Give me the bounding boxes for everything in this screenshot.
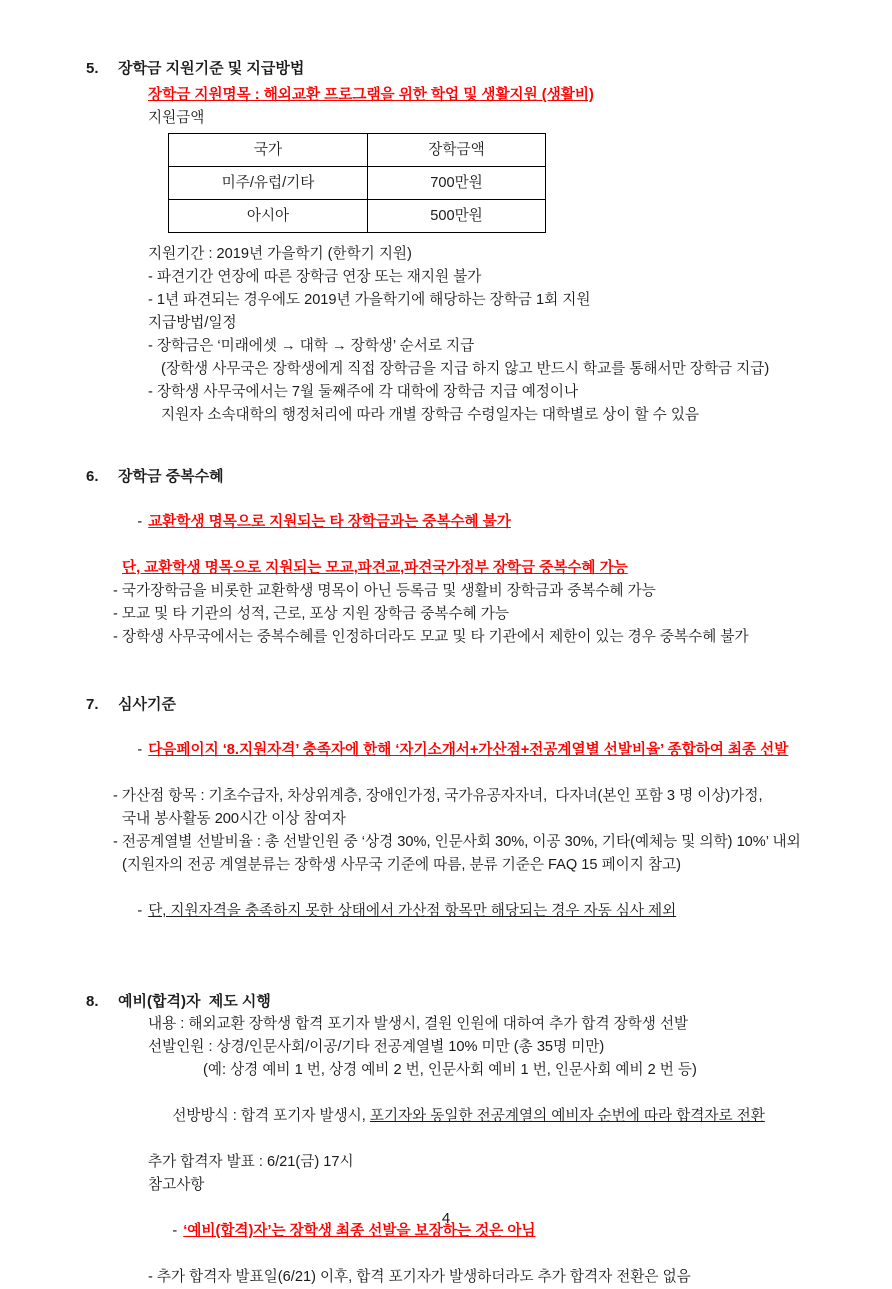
table-row — [169, 167, 546, 200]
table-cell-amount: 700만원 — [368, 167, 546, 200]
red-highlight-text: 다음페이지 ‘8.지원자격’ 충족자에 한해 ‘자기소개서+가산점+전공계열별 선발비율’ 종합하여 최종 선발 — [148, 742, 789, 758]
doc-line — [113, 716, 862, 785]
bullet-dash: - — [172, 1223, 178, 1239]
section-8 — [86, 990, 862, 1289]
support-amount-label: 지원금액 — [148, 110, 205, 126]
underlined-text: 단, 지원자격을 충족하지 못한 상태에서 가산점 항목만 해당되는 경우 자동 심사 제외 — [148, 903, 677, 919]
red-highlight-text: 교환학생 명목으로 지원되는 타 장학금과는 중복수혜 불가 — [148, 514, 511, 530]
selection-method-prefix: 선방방식 : 합격 포기자 발생시, — [172, 1108, 370, 1124]
section-5-heading — [86, 57, 862, 80]
doc-line: 참고사항 — [148, 1177, 205, 1193]
bullet-dash: - — [137, 903, 143, 919]
doc-line: - 가산점 항목 : 기초수급자, 차상위계층, 장애인가정, 국가유공자자녀, 다자녀(본인 포함 3 명 이상)가정, — [113, 788, 763, 804]
doc-line: 국내 봉사활동 200시간 이상 참여자 — [122, 811, 346, 827]
section-7-heading — [86, 693, 862, 716]
table-cell-region: 미주/유럽/기타 — [169, 167, 368, 200]
doc-line: (지원자의 전공 계열분류는 장학생 사무국 기준에 따름, 분류 기준은 FAQ 15 페이지 참고) — [122, 857, 681, 873]
table-header-row — [169, 134, 546, 167]
section-7 — [86, 693, 862, 946]
doc-line: 지원자 소속대학의 행정처리에 따라 개별 장학금 수령일자는 대학별로 상이 할 수 있음 — [161, 407, 700, 423]
section-5-title: 장학금 지원기준 및 지급방법 — [118, 60, 305, 77]
doc-line: - 1년 파견되는 경우에도 2019년 가을학기에 해당하는 장학금 1회 지원 — [148, 292, 591, 308]
page-number: 4 — [441, 1210, 451, 1227]
table-header-amount: 장학금액 — [368, 134, 546, 167]
doc-line: - 장학생 사무국에서는 7월 둘째주에 각 대학에 장학금 지급 예정이나 — [148, 384, 579, 400]
doc-line — [113, 877, 862, 946]
section-7-number: 7. — [86, 696, 99, 713]
doc-line — [113, 488, 862, 557]
doc-line: - 모교 및 타 기관의 성적, 근로, 포상 지원 장학금 중복수혜 가능 — [113, 606, 509, 622]
doc-line: 추가 합격자 발표 : 6/21(금) 17시 — [148, 1154, 354, 1170]
doc-line: - 파견기간 연장에 따른 장학금 연장 또는 재지원 불가 — [148, 269, 482, 285]
doc-line: (장학생 사무국은 장학생에게 직접 장학금을 지급 하지 않고 반드시 학교를 통해서만 장학금 지급) — [161, 361, 770, 377]
doc-line: - 전공계열별 선발비율 : 총 선발인원 중 ‘상경 30%, 인문사회 30%, 이공 30%, 기타(예체능 및 의학) 10%’ 내외 — [113, 834, 801, 850]
section-6-heading — [86, 465, 862, 488]
section-6 — [86, 465, 862, 649]
doc-line: 내용 : 해외교환 장학생 합격 포기자 발생시, 결원 인원에 대하여 추가 합격 장학생 선발 — [148, 1016, 689, 1032]
table-row — [169, 200, 546, 233]
payment-method-label: 지급방법/일정 — [148, 315, 237, 331]
doc-line: - 장학금은 ‘미래에셋 → 대학 → 장학생’ 순서로 지급 — [148, 338, 475, 354]
underlined-text: 포기자와 동일한 전공계열의 예비자 순번에 따라 합격자로 전환 — [369, 1108, 765, 1124]
table-cell-region: 아시아 — [169, 200, 368, 233]
doc-line: - 장학생 사무국에서는 중복수혜를 인정하더라도 모교 및 타 기관에서 제한이 있는 경우 중복수혜 불가 — [113, 629, 749, 645]
support-period-line: 지원기간 : 2019년 가을학기 (한학기 지원) — [148, 246, 412, 262]
doc-line: (예: 상경 예비 1 번, 상경 예비 2 번, 인문사회 예비 1 번, 인문사회 예비 2 번 등) — [203, 1062, 697, 1078]
doc-line: - 추가 합격자 발표일(6/21) 이후, 합격 포기자가 발생하더라도 추가 합격자 전환은 없음 — [148, 1269, 691, 1285]
red-highlight-text: 단, 교환학생 명목으로 지원되는 모교,파견교,파견국가정부 장학금 중복수혜 가능 — [122, 560, 628, 576]
section-8-number: 8. — [86, 993, 99, 1010]
section-8-title: 예비(합격)자 제도 시행 — [118, 993, 271, 1010]
table-cell-amount: 500만원 — [368, 200, 546, 233]
bullet-dash: - — [137, 742, 143, 758]
red-highlight-text: ‘예비(합격)자’는 장학생 최종 선발을 보장하는 것은 아님 — [183, 1223, 536, 1239]
table-header-country: 국가 — [169, 134, 368, 167]
doc-line: - 국가장학금을 비롯한 교환학생 명목이 아닌 등록금 및 생활비 장학금과 중복수혜 가능 — [113, 583, 656, 599]
scholarship-purpose-line: 장학금 지원명목 : 해외교환 프로그램을 위한 학업 및 생활지원 (생활비) — [148, 87, 594, 103]
section-7-title: 심사기준 — [118, 696, 176, 713]
bullet-dash: - — [137, 514, 143, 530]
section-6-number: 6. — [86, 468, 99, 485]
section-6-title: 장학금 중복수혜 — [118, 468, 224, 485]
doc-line: 선발인원 : 상경/인문사회/이공/기타 전공계열별 10% 미만 (총 35명 미만) — [148, 1039, 605, 1055]
section-5-number: 5. — [86, 60, 99, 77]
doc-line — [148, 1082, 862, 1151]
section-5 — [86, 57, 862, 427]
amount-table — [168, 133, 546, 233]
section-8-heading — [86, 990, 862, 1013]
